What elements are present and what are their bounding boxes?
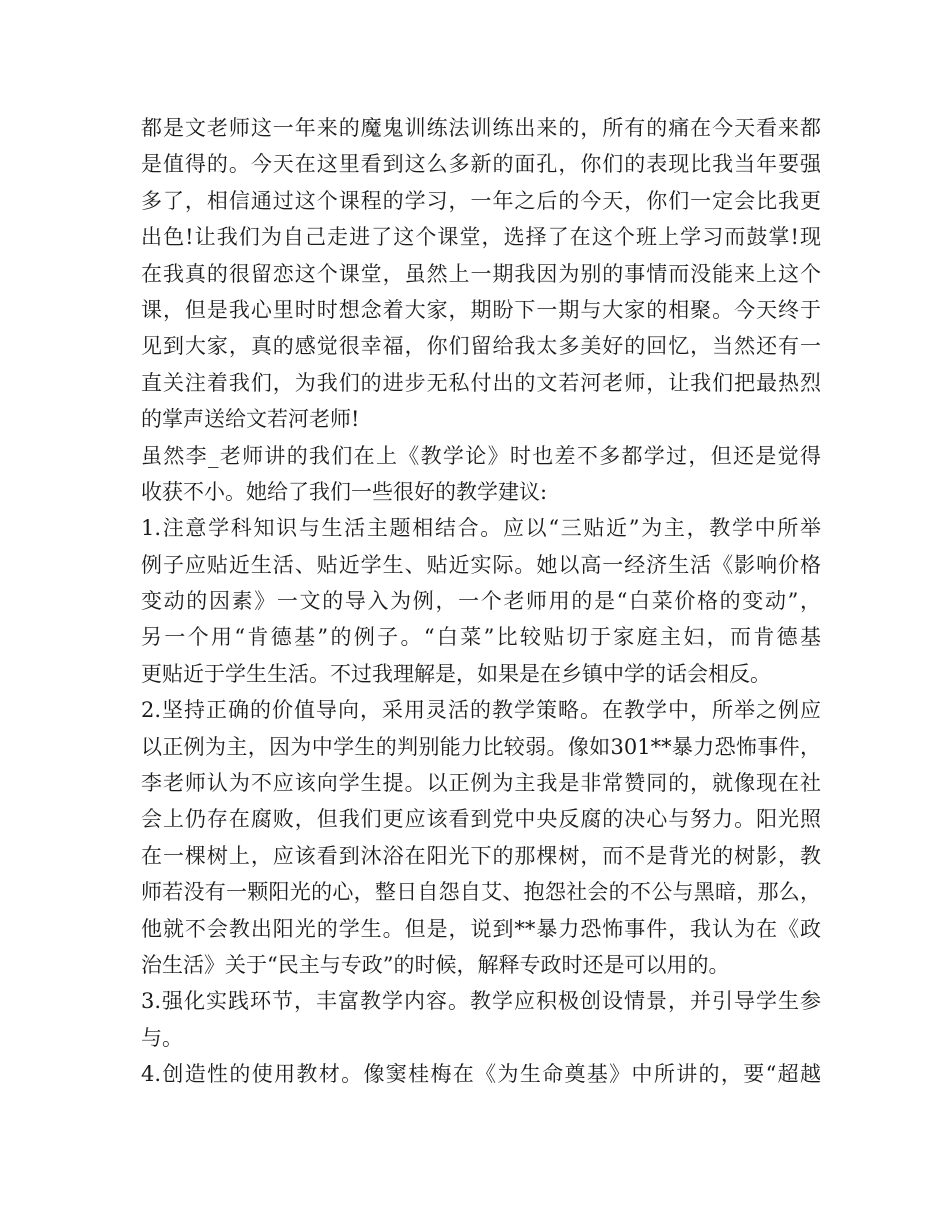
body-text [141,110,821,1093]
text-line: 在一棵树上，应该看到沐浴在阳光下的那棵树，而不是背光的树影，教 [141,843,821,868]
text-line: 直关注着我们，为我们的进步无私付出的文若河老师，让我们把最热烈 [141,370,821,395]
text-line: 3.强化实践环节，丰富教学内容。教学应积极创设情景，并引导学生参 [141,989,821,1014]
text-line: 出色!让我们为自己走进了这个课堂，选择了在这个班上学习而鼓掌!现 [141,225,821,250]
text-line: 1.注意学科知识与生活主题相结合。应以“三贴近”为主，教学中所举 [141,516,821,541]
text-line: 在我真的很留恋这个课堂，虽然上一期我因为别的事情而没能来上这个 [141,261,821,286]
text-line: 的掌声送给文若河老师! [141,407,360,432]
text-line: 课，但是我心里时时想念着大家，期盼下一期与大家的相聚。今天终于 [141,297,821,322]
text-line: 是值得的。今天在这里看到这么多新的面孔，你们的表现比我当年要强 [141,152,821,177]
text-line: 与。 [141,1025,183,1050]
text-line: 例子应贴近生活、贴近学生、贴近实际。她以高一经济生活《影响价格 [141,552,821,577]
text-line: 以正例为主，因为中学生的判别能力比较弱。像如301**暴力恐怖事件， [141,734,821,759]
text-line: 见到大家，真的感觉很幸福，你们留给我太多美好的回忆，当然还有一 [141,334,821,359]
text-line: 多了，相信通过这个课程的学习，一年之后的今天，你们一定会比我更 [141,188,821,213]
text-line: 收获不小。她给了我们一些很好的教学建议: [141,479,548,504]
text-line: 都是文老师这一年来的魔鬼训练法训练出来的，所有的痛在今天看来都 [141,116,821,140]
text-line: 4.创造性的使用教材。像窦桂梅在《为生命奠基》中所讲的，要“超越 [141,1062,821,1087]
text-line: 师若没有一颗阳光的心，整日自怨自艾、抱怨社会的不公与黑暗，那么， [141,880,821,905]
text-line: 更贴近于学生生活。不过我理解是，如果是在乡镇中学的话会相反。 [141,661,771,686]
text-line: 治生活》关于“民主与专政”的时候，解释专政时还是可以用的。 [141,952,730,977]
text-line: 他就不会教出阳光的学生。但是，说到**暴力恐怖事件，我认为在《政 [141,916,821,941]
text-line: 变动的因素》一文的导入为例，一个老师用的是“白菜价格的变动”， [141,589,821,614]
text-line: 另一个用“肯德基”的例子。“白菜”比较贴切于家庭主妇，而肯德基 [141,625,821,650]
text-line: 李老师认为不应该向学生提。以正例为主我是非常赞同的，就像现在社 [141,771,821,796]
text-line: 虽然李_老师讲的我们在上《教学论》时也差不多都学过，但还是觉得 [141,443,821,468]
text-line: 会上仍存在腐败，但我们更应该看到党中央反腐的决心与努力。阳光照 [141,807,821,832]
text-line: 2.坚持正确的价值导向，采用灵活的教学策略。在教学中，所举之例应 [141,698,821,723]
